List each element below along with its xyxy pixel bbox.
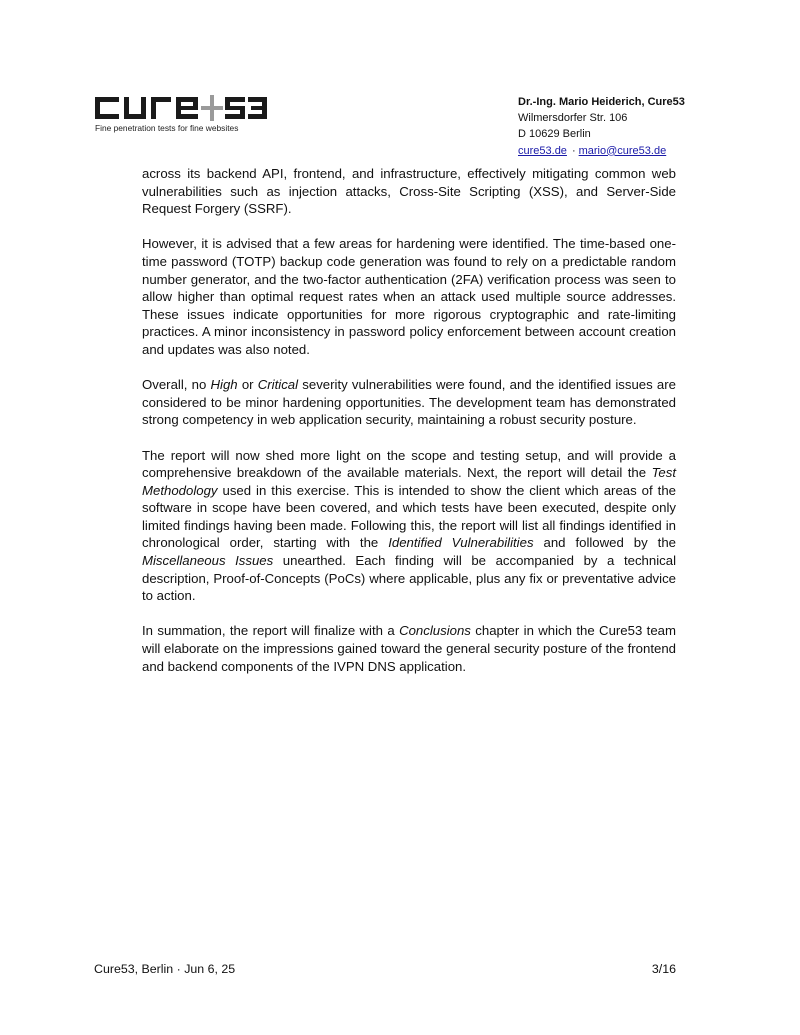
paragraph-2: However, it is advised that a few areas for hardening were identified. The time-based one-time password (TOTP) backup code generation was found to rely on a predictable random number generator, and the two-factor authentication (2FA) verification process was seen to allow higher than optimal request rates when an attack used multiple source addresses. These issues indicate opportunities for more rigorous cryptographic and rate-limiting practices. A minor inconsistency in password policy enforcement between account creation and updates was also noted. (142, 236, 676, 357)
footer-company-date: Cure53, Berlin · Jun 6, 25 (94, 962, 236, 976)
p4-text-d: unearthed. Each finding will be accompanied by a technical description, Proof-of-Concepts (PoCs) where applicable, plus any fix or preventative advice to action. (142, 553, 676, 604)
p3-text-b: or (237, 377, 258, 393)
report-body (142, 165, 676, 693)
p4-identified-vulnerabilities-term: Identified Vulnerabilities (388, 535, 534, 551)
paragraph-1: across its backend API, frontend, and infrastructure, effectively mitigating common web vulnerabilities such as injection attacks, Cross-Site Scripting (XSS), and Server-Side Request Forgery (SSRF). (142, 166, 676, 217)
email-link[interactable]: mario@cure53.de (578, 144, 667, 157)
p4-misc-issues-term: Miscellaneous Issues (142, 553, 274, 569)
p4-text-c: and followed by the (533, 535, 676, 551)
p5-text-b: chapter in which the Cure53 team will elaborate on the impressions gained toward the general security posture of the frontend and backend components of the IVPN DNS application. (142, 623, 676, 674)
sender-city: D 10629 Berlin (518, 128, 591, 141)
p3-critical-term: Critical (257, 377, 299, 393)
footer-page-number: 3/16 (651, 962, 676, 976)
contact-separator: · (571, 144, 576, 157)
p4-test-methodology-term: Test Methodology (142, 465, 676, 498)
paragraph-5 (142, 622, 676, 675)
p4-text-b: used in this exercise. This is intended to show the client which areas of the software in scope have been covered, and which tests have been executed, despite only limited findings having been made. Following this, the report will list all findings identified in chronological order, starting with the (142, 482, 676, 551)
sender-contact-line (518, 143, 758, 159)
sender-name: Dr.-Ing. Mario Heiderich, Cure53 (518, 96, 685, 108)
logo-tagline: Fine penetration tests for fine websites (95, 123, 239, 133)
paragraph-3 (142, 376, 676, 429)
p3-text-c: severity vulnerabilities were found, and the identified issues are considered to be minor hardening opportunities. The development team has demonstrated strong competency in web application security, maintaining a robust security posture. (142, 377, 676, 428)
p4-text-a: The report will now shed more light on the scope and testing setup, and will provide a comprehensive breakdown of the available materials. Next, the report will detail the (142, 447, 676, 481)
website-link[interactable]: cure53.de (518, 144, 567, 157)
p5-conclusions-term: Conclusions (399, 623, 471, 639)
p3-text-a: Overall, no (142, 377, 211, 393)
sender-street: Wilmersdorfer Str. 106 (518, 112, 628, 125)
p3-high-term: High (210, 377, 238, 393)
cure53-logo-mark (95, 95, 267, 121)
sender-address-block (518, 94, 758, 159)
paragraph-4 (142, 447, 676, 605)
p5-text-a: In summation, the report will finalize with a (142, 623, 400, 639)
